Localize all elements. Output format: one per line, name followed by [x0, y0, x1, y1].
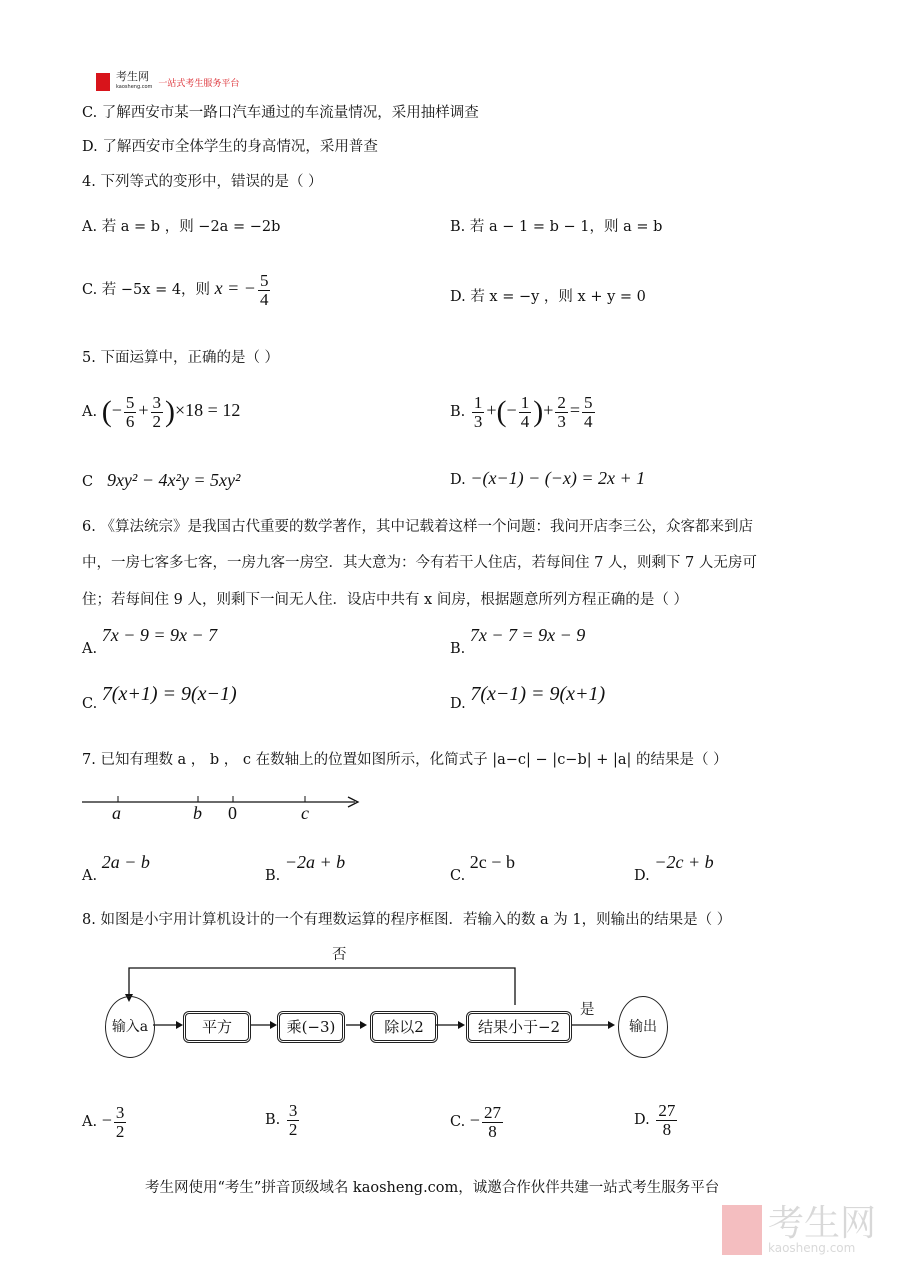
q8-option-d: D. $\frac{27}{8}$: [634, 1100, 676, 1139]
q6-option-b: B. 7x − 7 = 9x − 9: [450, 625, 586, 657]
flow-step-divide: 除以2: [370, 1011, 438, 1043]
slogan: 一站式考生服务平台: [158, 78, 240, 89]
q5-option-b: B. $\frac{1}{3}$ +(− $\frac{1}{4}$ )+ $\frac{2}{3}$ = $\frac{5}{4}$: [450, 392, 593, 431]
watermark: 考生网 kaosheng.com: [722, 1205, 876, 1255]
q4-stem: 4. 下列等式的变形中，错误的是（ ）: [82, 174, 323, 190]
logo-mark-icon: [96, 73, 110, 91]
axis-label-c: c: [301, 803, 309, 823]
q5-option-d: D. −(x−1) − (−x) = 2x + 1: [450, 468, 646, 488]
q8-stem: 8. 如图是小宇用计算机设计的一个有理数运算的程序框图．若输入的数 a 为 1，则输出的结果是（ ）: [82, 912, 732, 928]
flow-step-condition: 结果小于−2: [466, 1011, 572, 1043]
flow-input-node: 输入a: [105, 996, 155, 1058]
q7-option-b: B. −2a + b: [265, 852, 346, 884]
q6-stem-line2: 中，一房七客多七客，一房九客一房空．其大意为：今有若干人住店，若每间住 7 人，则剩下 7 人无房可: [82, 555, 757, 571]
q5-option-a: A. (− $\frac{5}{6}$ + $\frac{3}{2}$ )×18 = 12: [82, 392, 241, 431]
logo: [96, 72, 239, 92]
q6-stem-line1: 6. 《算法统宗》是我国古代重要的数学著作，其中记载着这样一个问题：我问开店李三公，众客都来到店: [82, 519, 753, 535]
q7-option-d: D. −2c + b: [634, 852, 714, 884]
q8-option-a: A. − $\frac{3}{2}$: [82, 1102, 125, 1141]
q4-option-d: D. 若 x = −y ，则 x + y = 0: [450, 289, 646, 305]
q7-option-c: C. 2c − b: [450, 852, 515, 884]
flow-no-label: 否: [332, 947, 347, 963]
q3-option-d: D. 了解西安市全体学生的身高情况，采用普查: [82, 139, 378, 155]
axis-label-a: a: [112, 803, 121, 823]
q6-option-d: D. 7(x−1) = 9(x+1): [450, 683, 606, 712]
q4-option-c: C. 若 −5x = 4，则 x = − $\frac{5}{4}$: [82, 270, 269, 309]
q6-option-a: A. 7x − 9 = 9x − 7: [82, 625, 218, 657]
q8-option-c: C. − $\frac{27}{8}$: [450, 1102, 501, 1141]
logo-name: 考生网: [116, 70, 149, 83]
watermark-logo-icon: [722, 1205, 762, 1255]
q4-option-a: A. 若 a = b ，则 −2a = −2b: [82, 219, 281, 235]
q5-option-c: C 9xy² − 4x²y = 5xy²: [82, 470, 241, 490]
axis-label-zero: 0: [228, 803, 237, 823]
q4-option-b: B. 若 a − 1 = b − 1，则 a = b: [450, 219, 663, 235]
flow-yes-label: 是: [580, 1002, 595, 1018]
q5-stem: 5. 下面运算中，正确的是（ ）: [82, 350, 280, 366]
q6-option-c: C. 7(x+1) = 9(x−1): [82, 683, 237, 712]
flow-step-square: 平方: [183, 1011, 251, 1043]
flow-output-node: 输出: [618, 996, 668, 1058]
q7-stem: 7. 已知有理数 a ， b ， c 在数轴上的位置如图所示，化简式子 |a−c| − |c−b| + |a| 的结果是（ ）: [82, 752, 728, 768]
axis-label-b: b: [193, 803, 202, 823]
q8-option-b: B. $\frac{3}{2}$: [265, 1100, 298, 1139]
flow-step-multiply: 乘(−3): [277, 1011, 345, 1043]
q7-option-a: A. 2a − b: [82, 852, 150, 884]
logo-domain: kaosheng.com: [116, 84, 153, 90]
number-line: [80, 790, 370, 830]
footer-text: 考生网使用“考生”拼音顶级域名 kaosheng.com，诚邀合作伙伴共建一站式考生服务平台: [145, 1180, 720, 1196]
q6-stem-line3: 住；若每间住 9 人，则剩下一间无人住．设店中共有 x 间房，根据题意所列方程正确的是（ ）: [82, 592, 688, 608]
q3-option-c: C. 了解西安市某一路口汽车通过的车流量情况，采用抽样调查: [82, 105, 479, 121]
